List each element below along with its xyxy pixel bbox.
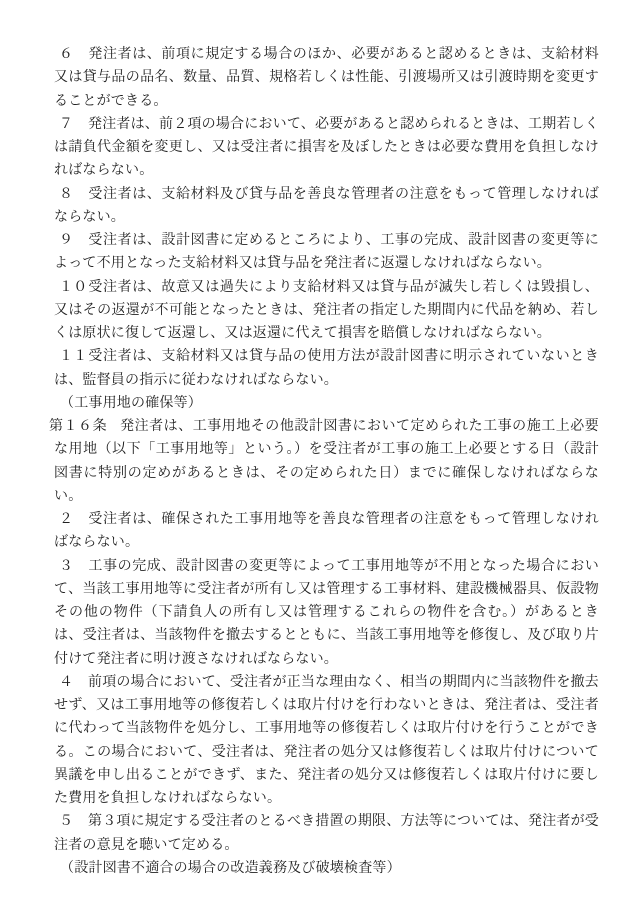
clause-number: ５ bbox=[59, 814, 74, 830]
article-16-clause bbox=[49, 415, 599, 508]
section-heading-text: （設計図書不適合の場合の改造義務及び破壊検査等） bbox=[60, 860, 401, 876]
clause-number: ７ bbox=[59, 116, 74, 132]
clause-number: ２ bbox=[59, 512, 74, 527]
clause-item-3 bbox=[54, 555, 599, 671]
clause-number: ６ bbox=[59, 47, 74, 62]
clause-item-8 bbox=[54, 183, 599, 230]
section-heading-land bbox=[60, 392, 599, 415]
clause-text: 前項の場合において、受注者が正当な理由なく、相当の期間内に当該物件を撤去せず、又は工事用地等の修復若しくは取片付けを行わないときは、発注者は、受注者に代わって当該物件を処分し、工事用地等の修復若しくは取片付けを行うことができる。この場合において、受注者は、発注者の処分又は修復若しくは取片付けについて異議を申し出ることができず、また、発注者の処分又は修復若しくは取片付けに要した費用を負担しなければならない。 bbox=[54, 674, 599, 806]
clause-item-10 bbox=[54, 276, 599, 346]
clause-item-2 bbox=[54, 508, 599, 555]
clause-item-7 bbox=[54, 113, 599, 183]
clause-number: １０ bbox=[59, 279, 88, 295]
clause-item-11 bbox=[54, 345, 599, 392]
clause-number: ８ bbox=[59, 186, 74, 202]
clause-text: 受注者は、設計図書に定めるところにより、工事の完成、設計図書の変更等によって不用となった支給材料又は貸与品を発注者に返還しなければならない。 bbox=[54, 233, 599, 272]
section-heading-nonconformity bbox=[60, 857, 599, 880]
clause-number: ９ bbox=[59, 233, 74, 248]
clause-number: ４ bbox=[59, 674, 74, 690]
clause-text: 受注者は、確保された工事用地等を善良な管理者の注意をもって管理しなければならない。 bbox=[54, 512, 599, 551]
article-number: 第１６条 bbox=[49, 419, 108, 434]
clause-text: 受注者は、支給材料及び貸与品を善良な管理者の注意をもって管理しなければならない。 bbox=[54, 186, 599, 225]
clause-text: 発注者は、前項に規定する場合のほか、必要があると認めるときは、支給材料又は貸与品の品名、数量、品質、規格若しくは性能、引渡場所又は引渡時期を変更することができる。 bbox=[54, 47, 599, 109]
clause-text: 第３項に規定する受注者のとるべき措置の期限、方法等については、発注者が受注者の意見を聴いて定める。 bbox=[54, 814, 599, 853]
clause-text: 受注者は、故意又は過失により支給材料又は貸与品が滅失し若しくは毀損し、又はその返還が不可能となったときは、発注者の指定した期間内に代品を納め、若しくは原状に復して返還し、又は返還に代えて損害を賠償しなければならない。 bbox=[54, 279, 599, 341]
clause-text: 工事の完成、設計図書の変更等によって工事用地等が不用となった場合において、当該工事用地等に受注者が所有し又は管理する工事材料、建設機械器具、仮設物その他の物件（下請負人の所有し又は管理するこれらの物件を含む。）があるときは、受注者は、当該物件を撤去するとともに、当該工事用地等を修復し、及び取り片付けて発注者に明け渡さなければならない。 bbox=[54, 558, 599, 667]
clause-item-9 bbox=[54, 229, 599, 276]
clause-item-4 bbox=[54, 671, 599, 811]
clause-number: ３ bbox=[59, 558, 74, 574]
clause-number: １１ bbox=[59, 349, 88, 365]
clause-text: 発注者は、工事用地その他設計図書において定められた工事の施工上必要な用地（以下「工事用地等」という。）を受注者が工事の施工上必要とする日（設計図書に特別の定めがあるときは、その定められた日）までに確保しなければならない。 bbox=[54, 419, 599, 504]
section-heading-text: （工事用地の確保等） bbox=[60, 395, 202, 411]
clause-text: 発注者は、前２項の場合において、必要があると認められるときは、工期若しくは請負代金額を変更し、又は受注者に損害を及ぼしたときは必要な費用を負担しなければならない。 bbox=[54, 116, 599, 179]
clause-item-6 bbox=[54, 43, 599, 113]
clause-text: 受注者は、支給材料又は貸与品の使用方法が設計図書に明示されていないときは、監督員の指示に従わなければならない。 bbox=[54, 349, 599, 388]
clause-item-5 bbox=[54, 810, 599, 857]
